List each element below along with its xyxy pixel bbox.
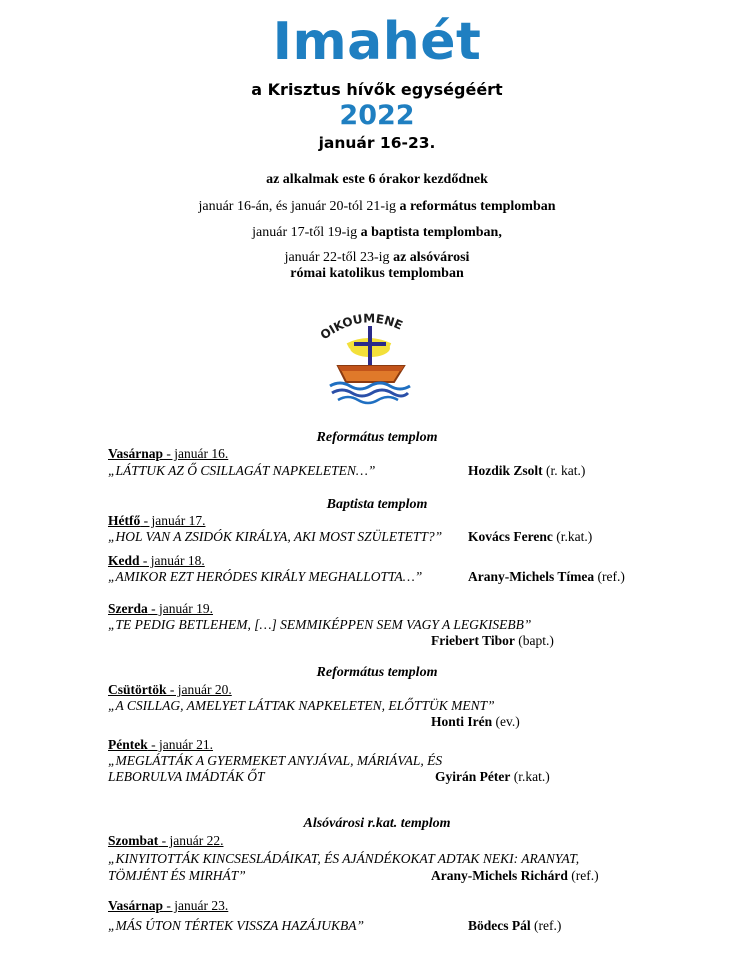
speaker: Arany-Michels Richárd (ref.) — [431, 868, 599, 883]
speaker: Bödecs Pál (ref.) — [468, 918, 562, 933]
year: 2022 — [339, 100, 415, 131]
day-quote: „KINYITOTTÁK KINCSESLÁDÁIKAT, ÉS AJÁNDÉKOKAT ADTAK NEKI: ARANYAT, — [108, 851, 580, 866]
day-quote: „TE PEDIG BETLEHEM, […] SEMMIKÉPPEN SEM VAGY A LEGKISEBB” — [108, 617, 532, 632]
day-heading: Vasárnap - január 16. — [108, 446, 229, 461]
info-line-4: január 22-től 23-ig az alsóvárosi — [284, 250, 470, 265]
info-line-5: római katolikus templomban — [290, 266, 464, 281]
day-quote: „A CSILLAG, AMELYET LÁTTAK NAPKELETEN, ELŐTTÜK MENT” — [108, 698, 495, 713]
section-heading: Református templom — [316, 430, 438, 445]
day-heading: Csütörtök - január 20. — [108, 682, 232, 697]
info-line-2: január 16-án, és január 20-tól 21-ig a református templomban — [198, 199, 556, 214]
day-heading: Péntek - január 21. — [108, 737, 213, 752]
page-subtitle: a Krisztus hívők egységéért — [251, 80, 503, 99]
speaker: Kovács Ferenc (r.kat.) — [468, 529, 593, 544]
day-heading: Hétfő - január 17. — [108, 513, 206, 528]
section-heading: Baptista templom — [326, 497, 428, 512]
day-quote: „AMIKOR EZT HERÓDES KIRÁLY MEGHALLOTTA…” — [108, 569, 423, 584]
day-quote: „MEGLÁTTÁK A GYERMEKET ANYJÁVAL, MÁRIÁVAL, ÉS — [108, 753, 443, 768]
page-title: Imahét — [272, 12, 482, 72]
day-quote-continued: LEBORULVA IMÁDTÁK ŐT — [108, 769, 265, 784]
info-line-1: az alkalmak este 6 órakor kezdődnek — [266, 172, 488, 187]
day-heading: Kedd - január 18. — [108, 553, 205, 568]
section-heading: Református templom — [316, 665, 438, 680]
speaker: Hozdik Zsolt (r. kat.) — [468, 463, 586, 478]
speaker: Gyirán Péter (r.kat.) — [435, 769, 550, 784]
svg-text:OIKOUMENE — [318, 312, 405, 342]
day-quote-continued: TÖMJÉNT ÉS MIRHÁT” — [108, 868, 246, 883]
day-heading: Szerda - január 19. — [108, 601, 213, 616]
speaker: Honti Irén (ev.) — [431, 714, 520, 729]
day-heading: Vasárnap - január 23. — [108, 898, 229, 913]
day-quote: „HOL VAN A ZSIDÓK KIRÁLYA, AKI MOST SZÜLETETT?” — [108, 529, 443, 544]
speaker: Arany-Michels Tímea (ref.) — [468, 569, 625, 584]
speaker: Friebert Tibor (bapt.) — [431, 633, 554, 648]
day-quote: „MÁS ÚTON TÉRTEK VISSZA HAZÁJUKBA” — [108, 918, 365, 933]
day-heading: Szombat - január 22. — [108, 833, 224, 848]
info-line-3: január 17-től 19-ig a baptista templomban, — [252, 225, 502, 240]
ship-cross-icon — [318, 308, 418, 406]
logo-text: OIKOUMENE — [318, 312, 405, 342]
section-heading: Alsóvárosi r.kat. templom — [303, 816, 451, 831]
day-quote: „LÁTTUK AZ Ő CSILLAGÁT NAPKELETEN…” — [108, 463, 376, 478]
date-range: január 16-23. — [318, 134, 436, 152]
